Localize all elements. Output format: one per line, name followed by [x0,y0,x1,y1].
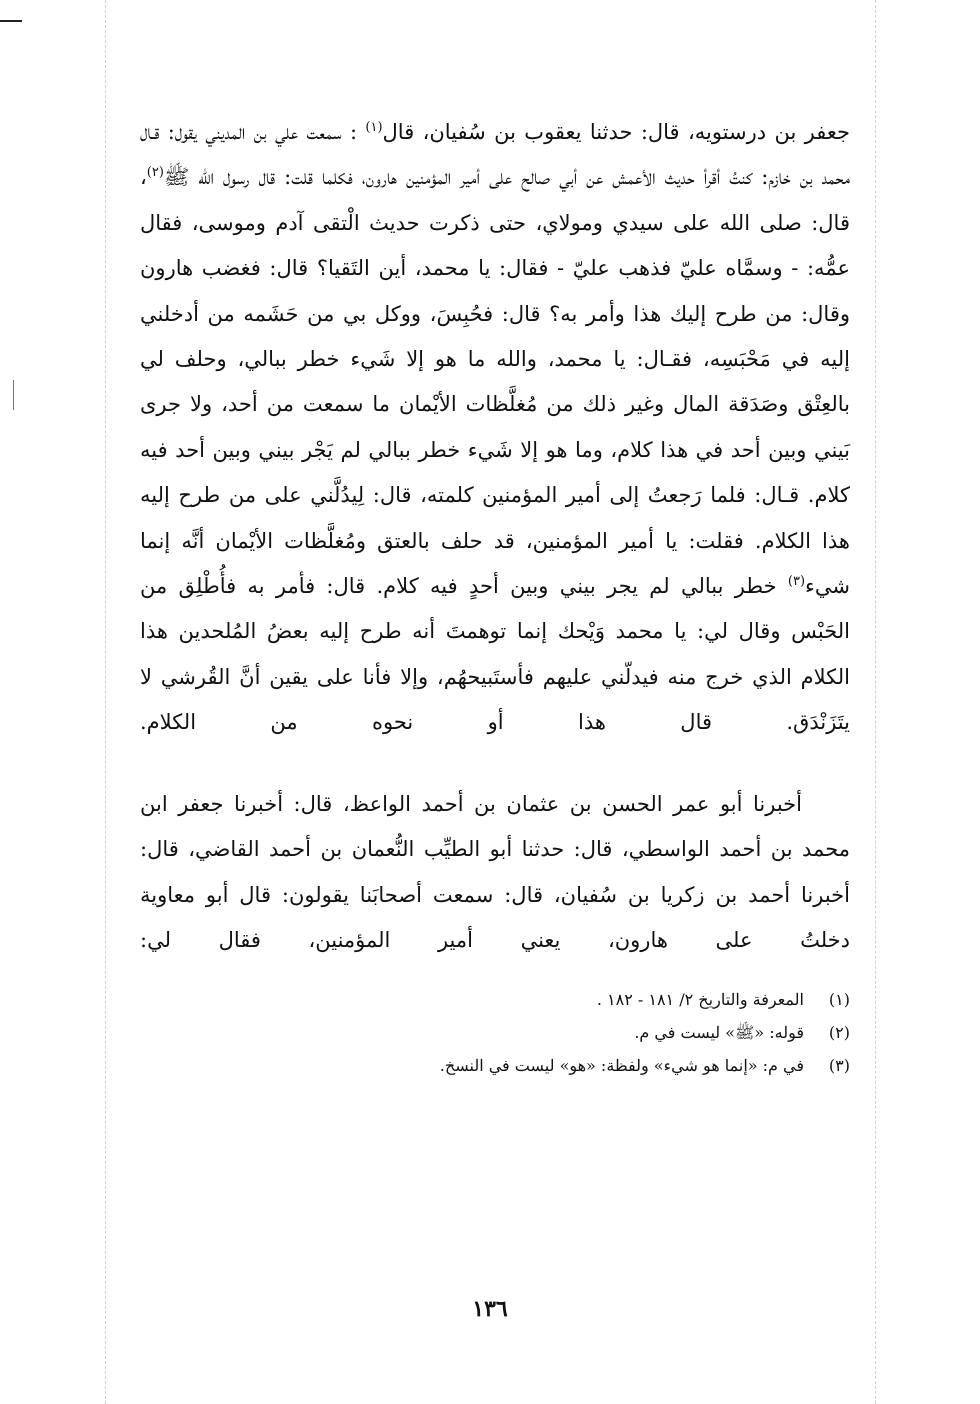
paragraph-2-text: أخبرنا أبو عمر الحسن بن عثمان بن أحمد الواعظ، قال: أخبرنا جعفر ابن محمد بن أحمد الواسطي، قال: حدثنا أبو الطيِّب النُّعمان بن أحمد القاضي، قال: أخبرنا أحمد بن زكريا بن سُفيان، قال: سمعت أصحابَنا يقولون: قال أبو معاوية دخلتُ على هارون، يعني أمير المؤمنين، فقال لي: [140,791,850,952]
footnote-ref-2[interactable]: (٢) [146,165,164,181]
scan-dashed-line-left [105,0,106,1404]
paragraph-1 [140,110,850,746]
scan-side-tick [13,380,14,410]
footnote-2-number: (٢) [828,1023,850,1043]
footnote-3 [140,1049,850,1082]
footnote-3-number: (٣) [828,1056,850,1076]
footnote-2-text: قوله: «ﷺ» ليست في م. [634,1023,804,1043]
document-page [140,110,850,1082]
scan-dashed-line-right [875,0,876,1404]
paragraph-1-text-c: ، قال: صلى الله على سيدي ومولاي، حتى ذكرت حديث الْتقى آدم وموسى، فقال عمُّه: - وسمَّاه عليّ فذهب عليّ - فقال: يا محمد، أين التَقيا؟ قال: فغضب هارون وقال: من طرح إليك هذا وأمر به؟ قال: فحُبِسَ، ووكل بي من حَشَمه من أدخلني إليه في مَحْبَسِه، فقـال: يا محمد، والله ما هو إلا شَيء خطر ببالي، وحلف لي بالعِتْق وصَدَقة المال وغير ذلك من مُغلَّظات الأيْمان ما سمعت من أحد، ولا جرى بَيني وبين أحد في هذا كلام، وما هو إلا شَيء خطر ببالي لم يَجْر بيني وبين أحد فيه كلام. قـال: فلما رَجعتُ إلى أمير المؤمنين كلمته، قال: لِيدُلَّني على من طرح إليه هذا الكلام. فقلت: يا أمير المؤمنين، قد حلف بالعتق ومُغلَّظات الأيْمان أنَّه إنما شيء [140,165,850,599]
footnote-1-number: (١) [828,990,850,1010]
scan-corner-mark [0,0,22,22]
paragraph-1-text-a: جعفر بن درستويه، قال: حدثنا يعقوب بن سُفيان، قال [382,120,850,144]
paragraph-1-text-d: خطر ببالي لم يجر بيني وبين أحدٍ فيه كلام. قال: فأمر به فأُطْلِق من الحَبْس وقال لي: يا محمد وَيْحك إنما توهمتَ أنه طرح إليه بعضُ المُلحدين هذا الكلام الذي خرج منه فيدلّني عليهم فأستَبيحهُم، وإلا فأنا على يقين أنَّ القُرشي لا يتَزَنْدَق. قال هذا أو نحوه من الكلام. [140,574,850,735]
footnotes [140,983,850,1082]
footnote-ref-1[interactable]: (١) [365,120,383,135]
paragraph-2 [140,782,850,964]
page-number: ١٣٦ [472,1296,508,1322]
footnote-1-text: المعرفة والتاريخ ٢/ ١٨١ - ١٨٢ . [596,990,804,1010]
footnote-3-text: في م: «إنما هو شيء» ولفظة: «هو» ليست في النسخ. [439,1056,804,1076]
footnote-2 [140,1016,850,1049]
footnote-1 [140,983,850,1016]
paragraph-1-text-b: : سمعت علي بن المديني يقول: قـال محمد بن خازم: كنتُ أقرأ حديث الأعمش عن أبي صالح على أمير المؤمنين هارون، فكلما قلت: قال رسول الله ﷺ [140,120,850,190]
footnote-ref-3[interactable]: (٣) [787,574,806,590]
